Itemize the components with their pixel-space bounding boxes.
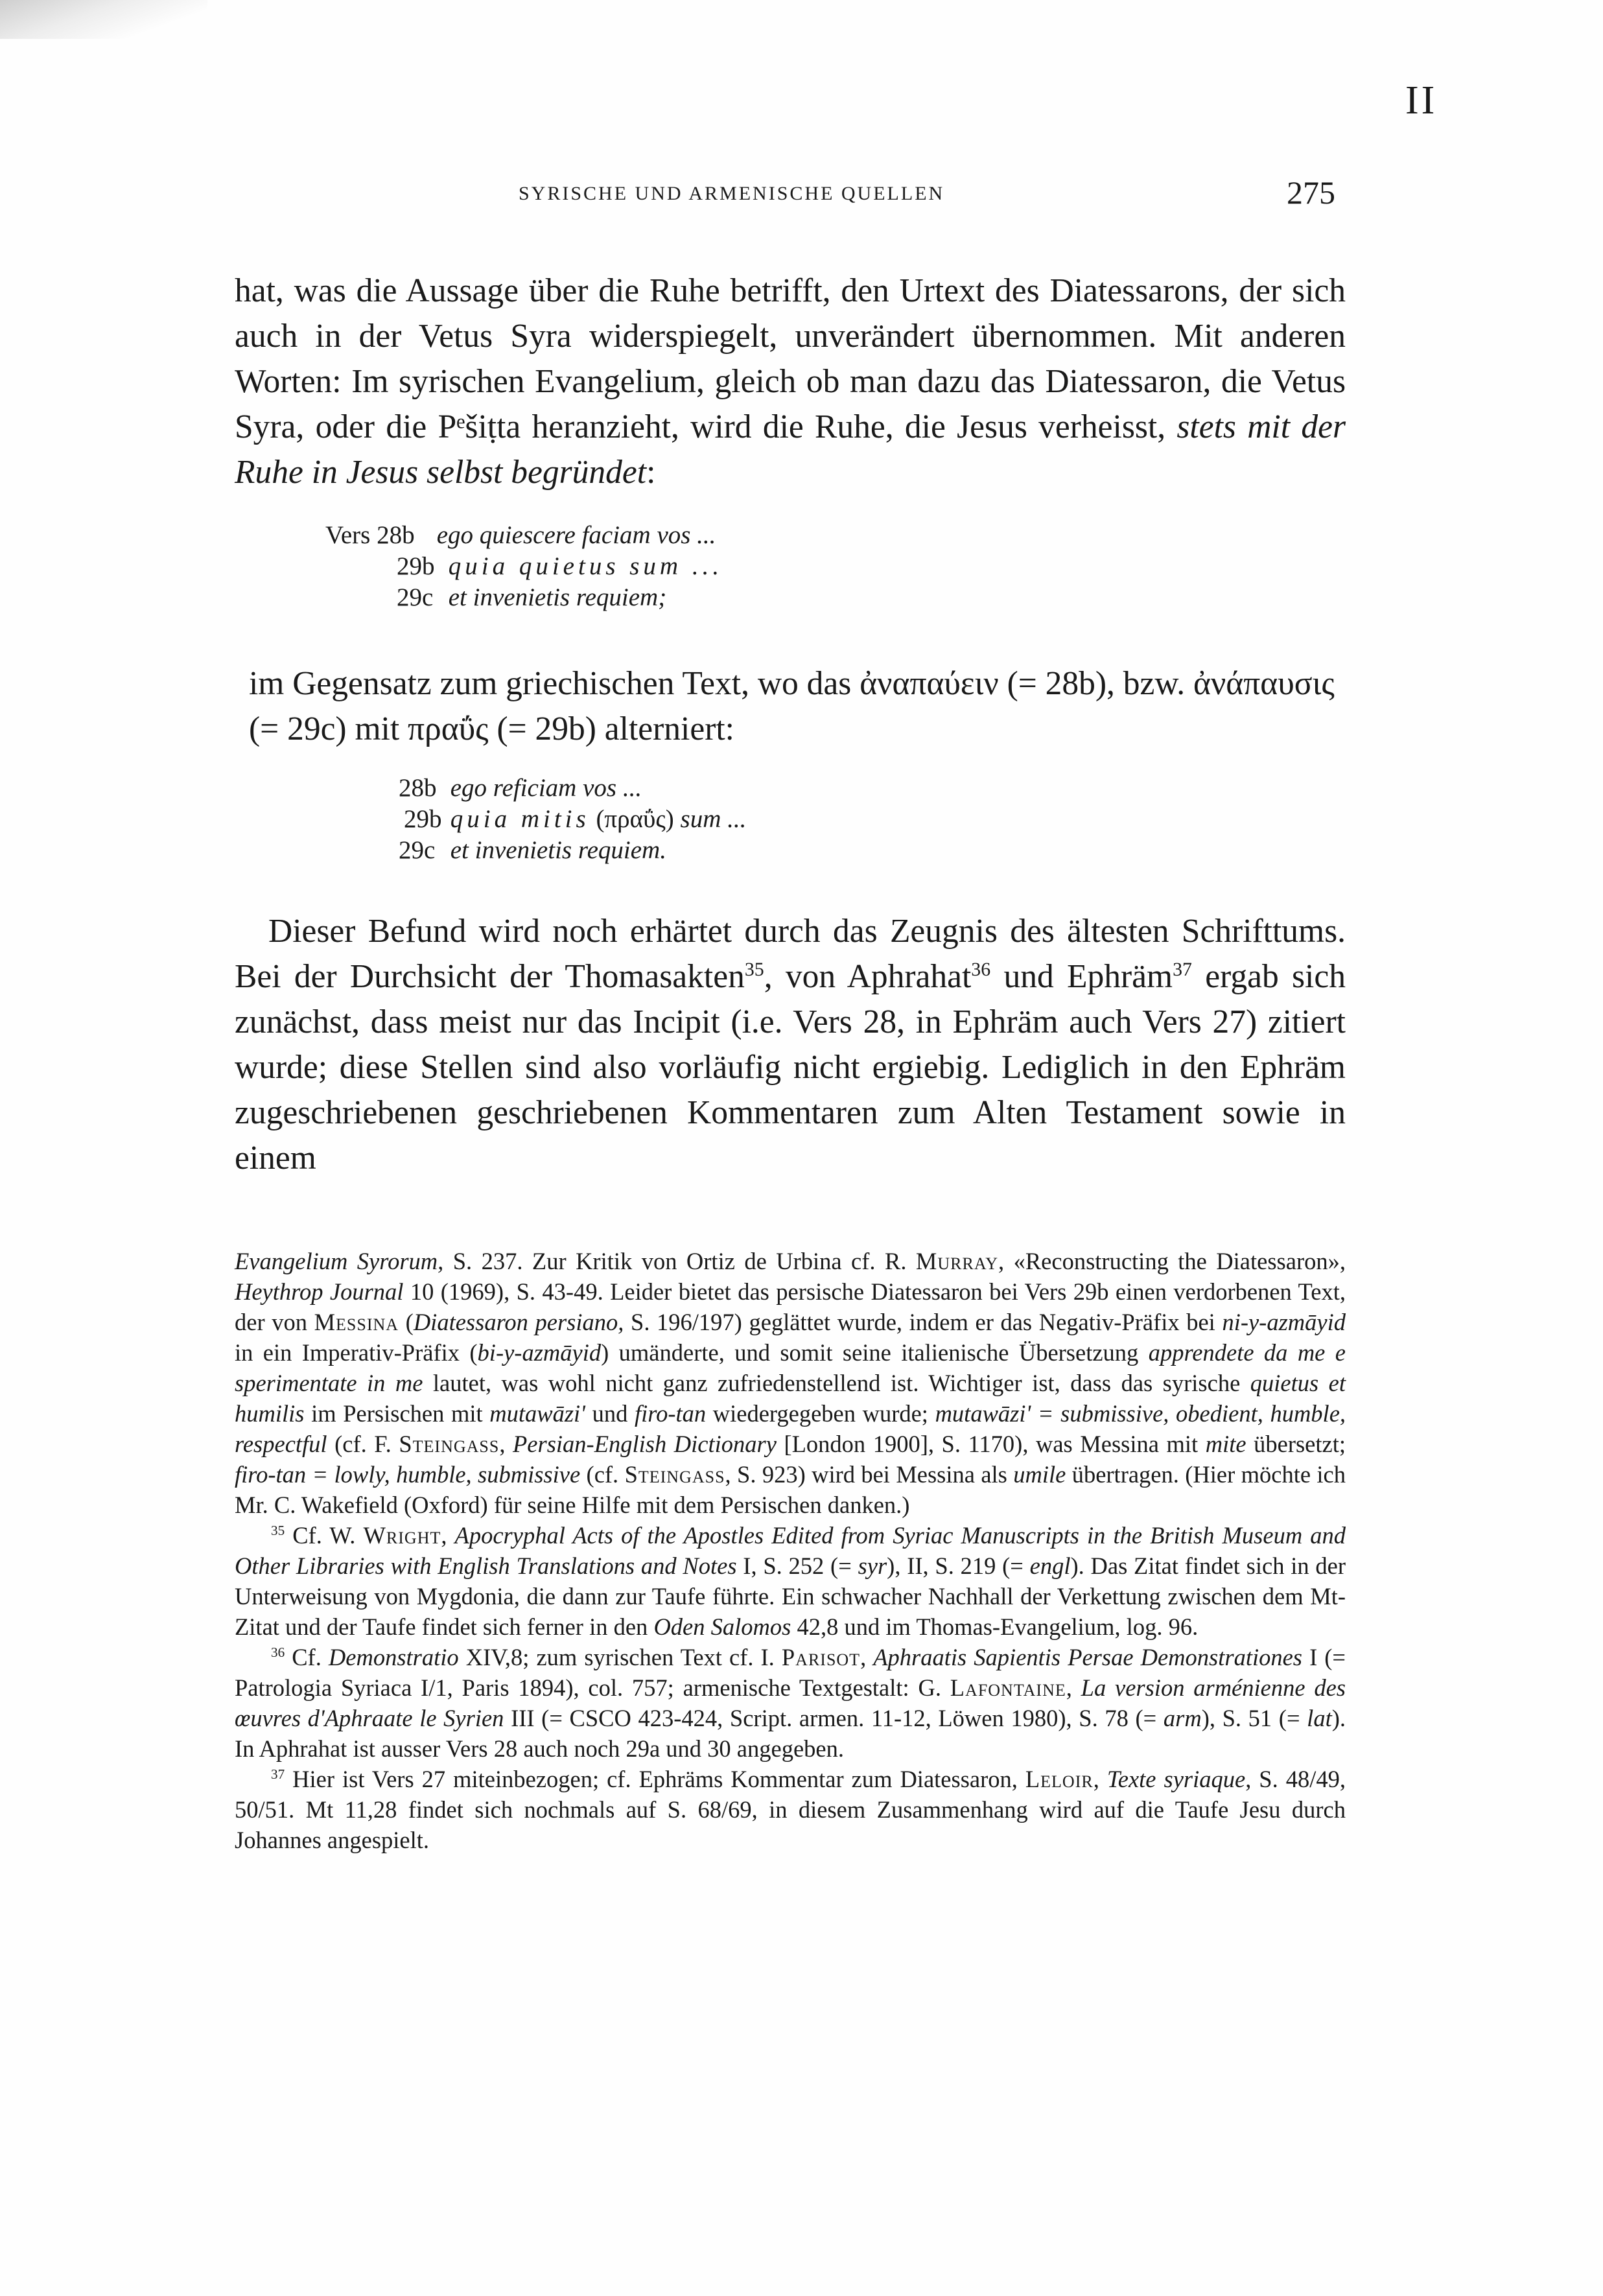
verse-ref: 29c (397, 583, 434, 611)
footnote-number: 37 (271, 1766, 285, 1782)
volume-mark: II (1405, 78, 1438, 123)
quote-line (325, 582, 723, 613)
verse-ref: 28b (399, 774, 437, 802)
footnote-ref-35[interactable]: 35 (744, 958, 764, 980)
running-head: SYRISCHE UND ARMENISCHE QUELLEN (519, 183, 945, 204)
footnote-continuation: Evangelium Syrorum, S. 237. Zur Kritik von Ortiz de Urbina cf. R. Murray, «Reconstructing the Diatessaron», Heythrop Journal 10 (1969), S. 43-49. Leider bietet das persische Diatessaron bei Vers 29b einen verdorbenen Text, der von Messina (Diatessaron persiano, S. 196/197) geglättet wurde, indem er das Negativ-Präfix bei ni-y-azmāyid in ein Imperativ-Präfix (bi-y-azmāyid) umänderte, und somit seine italienische Übersetzung apprendete da me e sperimentate in me lautet, was wohl nicht ganz zufriedenstellend ist. Wichtiger ist, dass das syrische quietus et humilis im Persischen mit mutawāzi' und firo-tan wiedergegeben wurde; mutawāzi' = submissive, obedient, humble, respectful (cf. F. Steingass, Persian-English Dictionary [London 1900], S. 1170), was Messina mit mite übersetzt; firo-tan = lowly, humble, submissive (cf. Steingass, S. 923) wird bei Messina als umile übertragen. (Hier möchte ich Mr. C. Wakefield (Oxford) für seine Hilfe mit dem Persischen danken.) (235, 1248, 1346, 1518)
latin-text: ego quiescere faciam vos ... (436, 521, 716, 549)
intro-end: : (646, 454, 656, 491)
quote-line (399, 835, 746, 866)
paragraph-text: ergab sich zunächst, dass meist nur das Incipit (i.e. Vers 28, in Ephräm auch Vers 27) zitiert wurde; diese Stellen sind also vorläufig nicht ergiebig. Lediglich in den Ephräm zugeschriebenen geschriebenen Kommentaren zum Alten Testament sowie in einem (235, 958, 1346, 1177)
contrast-paragraph (249, 661, 1346, 752)
verse-ref: 29b (397, 552, 435, 580)
latin-text: quia mitis (450, 805, 590, 833)
intro-text: hat, was die Aussage über die Ruhe betrifft, den Urtext des Diatessarons, der sich auch in der Vetus Syra widerspiegelt, unverändert übernommen. Mit anderen Worten: Im syrischen Evangelium, gleich ob man dazu das Diatessaron, die Vetus Syra, oder die Pᵉšiṭta heranzieht, wird die Ruhe, die Jesus verheisst, (235, 272, 1346, 445)
latin-tail: sum ... (680, 805, 747, 833)
quote-line (399, 773, 746, 804)
intro-paragraph (235, 268, 1346, 495)
footnote-35: $^{35}$ Cf. W. Wright, Apocryphal Acts of the Apostles Edited from Syriac Manuscripts in the British Museum and Other Libraries with English Translations and Notes I, S. 252 (= syr), II, S. 219 (= engl). Das Zitat findet sich in der Unterweisung von Mygdonia, die dann zur Taufe führte. Ein schwacher Nachhall der Verkettung zwischen dem Mt-Zitat und der Taufe findet sich ferner in den Oden Salomos 42,8 und im Thomas-Evangelium, log. 96. (235, 1522, 1346, 1640)
main-paragraph (235, 909, 1346, 1181)
quote-line (399, 804, 746, 835)
latin-text: ego reficiam vos ... (450, 774, 642, 802)
greek-gloss: (πραΰς) (596, 805, 674, 833)
footnote-ref-36[interactable]: 36 (971, 958, 991, 980)
latin-quote-syriac (325, 520, 723, 613)
latin-text: et invenietis requiem. (450, 836, 666, 864)
paragraph-text: , von Aphrahat (764, 958, 972, 995)
verse-ref: Vers 28b (325, 521, 415, 549)
contrast-text: im Gegensatz zum griechischen Text, wo das ἀναπαύειν (= 28b), bzw. ἀνάπαυσις (= 29c) mit πραΰς (= 29b) alterniert: (249, 665, 1335, 747)
quote-line (325, 551, 723, 582)
page-number: 275 (1287, 174, 1335, 211)
footnote-number: 35 (271, 1522, 285, 1538)
paragraph-text: Dieser Befund wird noch erhärtet durch das Zeugnis des ältesten Schrifttums. Bei der Durchsicht der Thomasakten (235, 913, 1346, 995)
footnote-number: 36 (271, 1644, 285, 1660)
latin-quote-greek (399, 773, 746, 866)
paragraph-text: und Ephräm (990, 958, 1173, 995)
latin-text: quia quietus sum ... (448, 552, 723, 580)
footnote-ref-37[interactable]: 37 (1173, 958, 1192, 980)
verse-ref: 29c (399, 836, 436, 864)
intro-emphasis: stets mit der Ruhe in Jesus selbst begründet (235, 408, 1346, 491)
scan-edge-shadow (0, 0, 207, 39)
footnote-36: $^{36}$ Cf. Demonstratio XIV,8; zum syrischen Text cf. I. Parisot, Aphraatis Sapientis Persae Demonstrationes I (= Patrologia Syriaca I/1, Paris 1894), col. 757; armenische Textgestalt: G. Lafontaine, La version arménienne des œuvres d'Aphraate le Syrien III (= CSCO 423-424, Script. armen. 11-12, Löwen 1980), S. 78 (= arm), S. 51 (= lat). In Aphrahat ist ausser Vers 28 auch noch 29a und 30 angegeben. (235, 1644, 1346, 1762)
latin-text: et invenietis requiem; (448, 583, 667, 611)
verse-ref: 29b (404, 805, 442, 833)
quote-line (325, 520, 723, 551)
footnotes (235, 1246, 1346, 1855)
footnote-37: $^{37}$ Hier ist Vers 27 miteinbezogen; cf. Ephräms Kommentar zum Diatessaron, Leloir, Texte syriaque, S. 48/49, 50/51. Mt 11,28 findet sich nochmals auf S. 68/69, in diesem Zusammenhang wird auf die Taufe Jesu durch Johannes angespielt. (235, 1766, 1346, 1853)
